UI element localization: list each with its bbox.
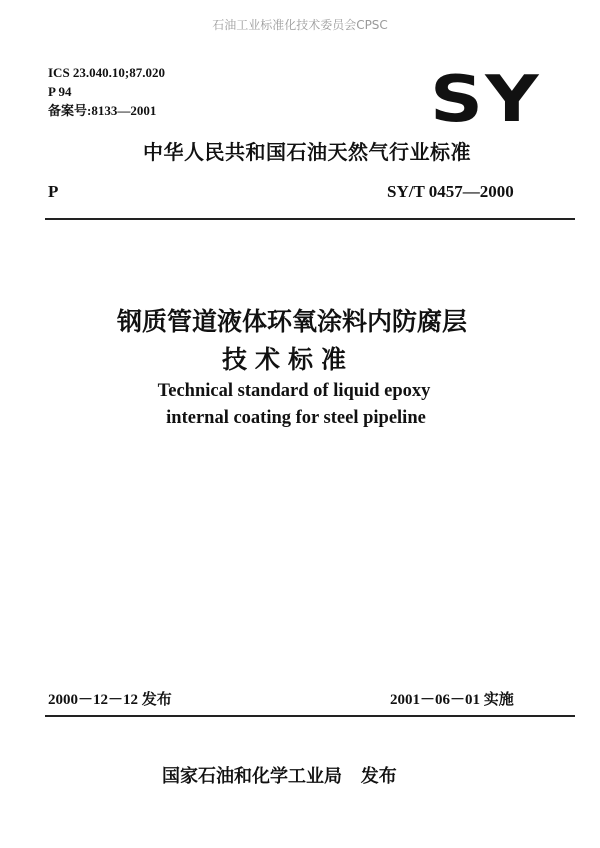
title-zh-line2: 技术标准 <box>221 345 354 374</box>
implement-date: 2001－06－01 实施 <box>390 692 514 708</box>
issuer: 国家石油和化学工业局 发布 <box>162 766 397 787</box>
title-en-line2: internal coating for steel pipeline <box>166 408 426 428</box>
standard-number: SY/T 0457—2000 <box>387 182 514 201</box>
meta-block <box>48 63 165 120</box>
bottom-divider <box>45 715 575 717</box>
watermark: 石油工业标准化技术委员会CPSC <box>212 18 388 32</box>
p-code: P 94 <box>48 84 72 99</box>
category-letter: P <box>48 182 59 201</box>
title-en-line1: Technical standard of liquid epoxy <box>157 381 431 401</box>
sy-logo: SY <box>430 63 541 137</box>
national-standard-heading: 中华人民共和国石油天然气行业标准 <box>143 140 471 164</box>
publish-date: 2000－12－12 发布 <box>48 692 172 708</box>
title-zh-line1: 钢质管道液体环氧涂料内防腐层 <box>116 307 467 336</box>
ics-code: ICS 23.040.10;87.020 <box>48 65 166 80</box>
record-number: 备案号:8133—2001 <box>48 103 157 118</box>
top-divider <box>45 218 575 220</box>
